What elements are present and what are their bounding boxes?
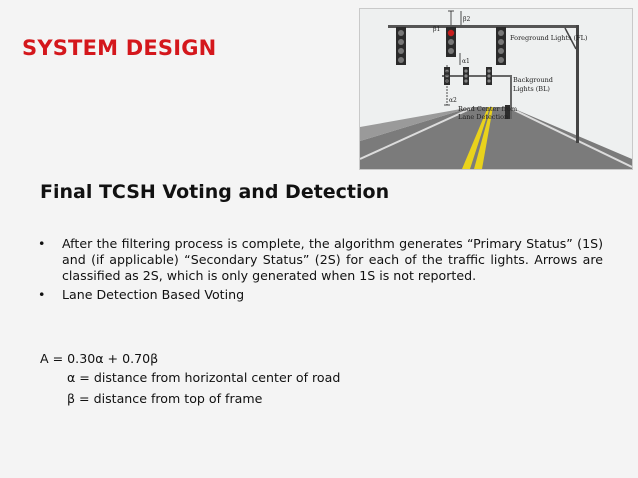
foreground-light-3: [496, 27, 506, 65]
foreground-bar: [388, 25, 578, 28]
bullet-text: Lane Detection Based Voting: [62, 286, 245, 302]
bullet-text: After the filtering process is complete, the algorithm generates “Primary Status” (1S) and (if applicable) “Secondary Status” (2S) for each of the traffic lights. Arrows are classified as 2S, which is only generated when 1S is not reported.: [62, 236, 603, 284]
bullet-marker: •: [38, 236, 46, 251]
bullet-item: [38, 236, 603, 285]
bullet-item: [38, 287, 603, 303]
background-label-line2: Lights (BL): [513, 85, 550, 93]
alpha2-label: α2: [449, 97, 457, 104]
diagram-svg: [360, 9, 632, 169]
beta1-label: β1: [433, 26, 441, 33]
voting-formula: A = 0.30α + 0.70β: [40, 351, 159, 366]
beta2-label: β2: [463, 16, 471, 23]
bullet-marker: •: [38, 286, 46, 302]
road-center-label-line1: Road Center from: [458, 105, 518, 113]
foreground-label: Foreground Lights (FL): [510, 34, 588, 42]
section-heading: Final TCSH Voting and Detection: [40, 181, 390, 203]
traffic-light-diagram: [359, 8, 633, 170]
background-label-line1: Background: [513, 76, 553, 84]
foreground-pole: [576, 25, 579, 143]
background-light-2: [463, 67, 469, 85]
foreground-light-2: [446, 27, 456, 57]
background-light-3: [486, 67, 492, 85]
road-center-label-line2: Lane Detection: [458, 113, 509, 121]
foreground-light-1: [396, 27, 406, 65]
slide-title: SYSTEM DESIGN: [22, 36, 217, 60]
alpha1-label: α1: [462, 58, 470, 65]
beta-definition: β = distance from top of frame: [67, 391, 263, 406]
bullet-list: [38, 236, 603, 305]
background-bar: [442, 75, 512, 77]
alpha-definition: α = distance from horizontal center of road: [67, 370, 341, 385]
